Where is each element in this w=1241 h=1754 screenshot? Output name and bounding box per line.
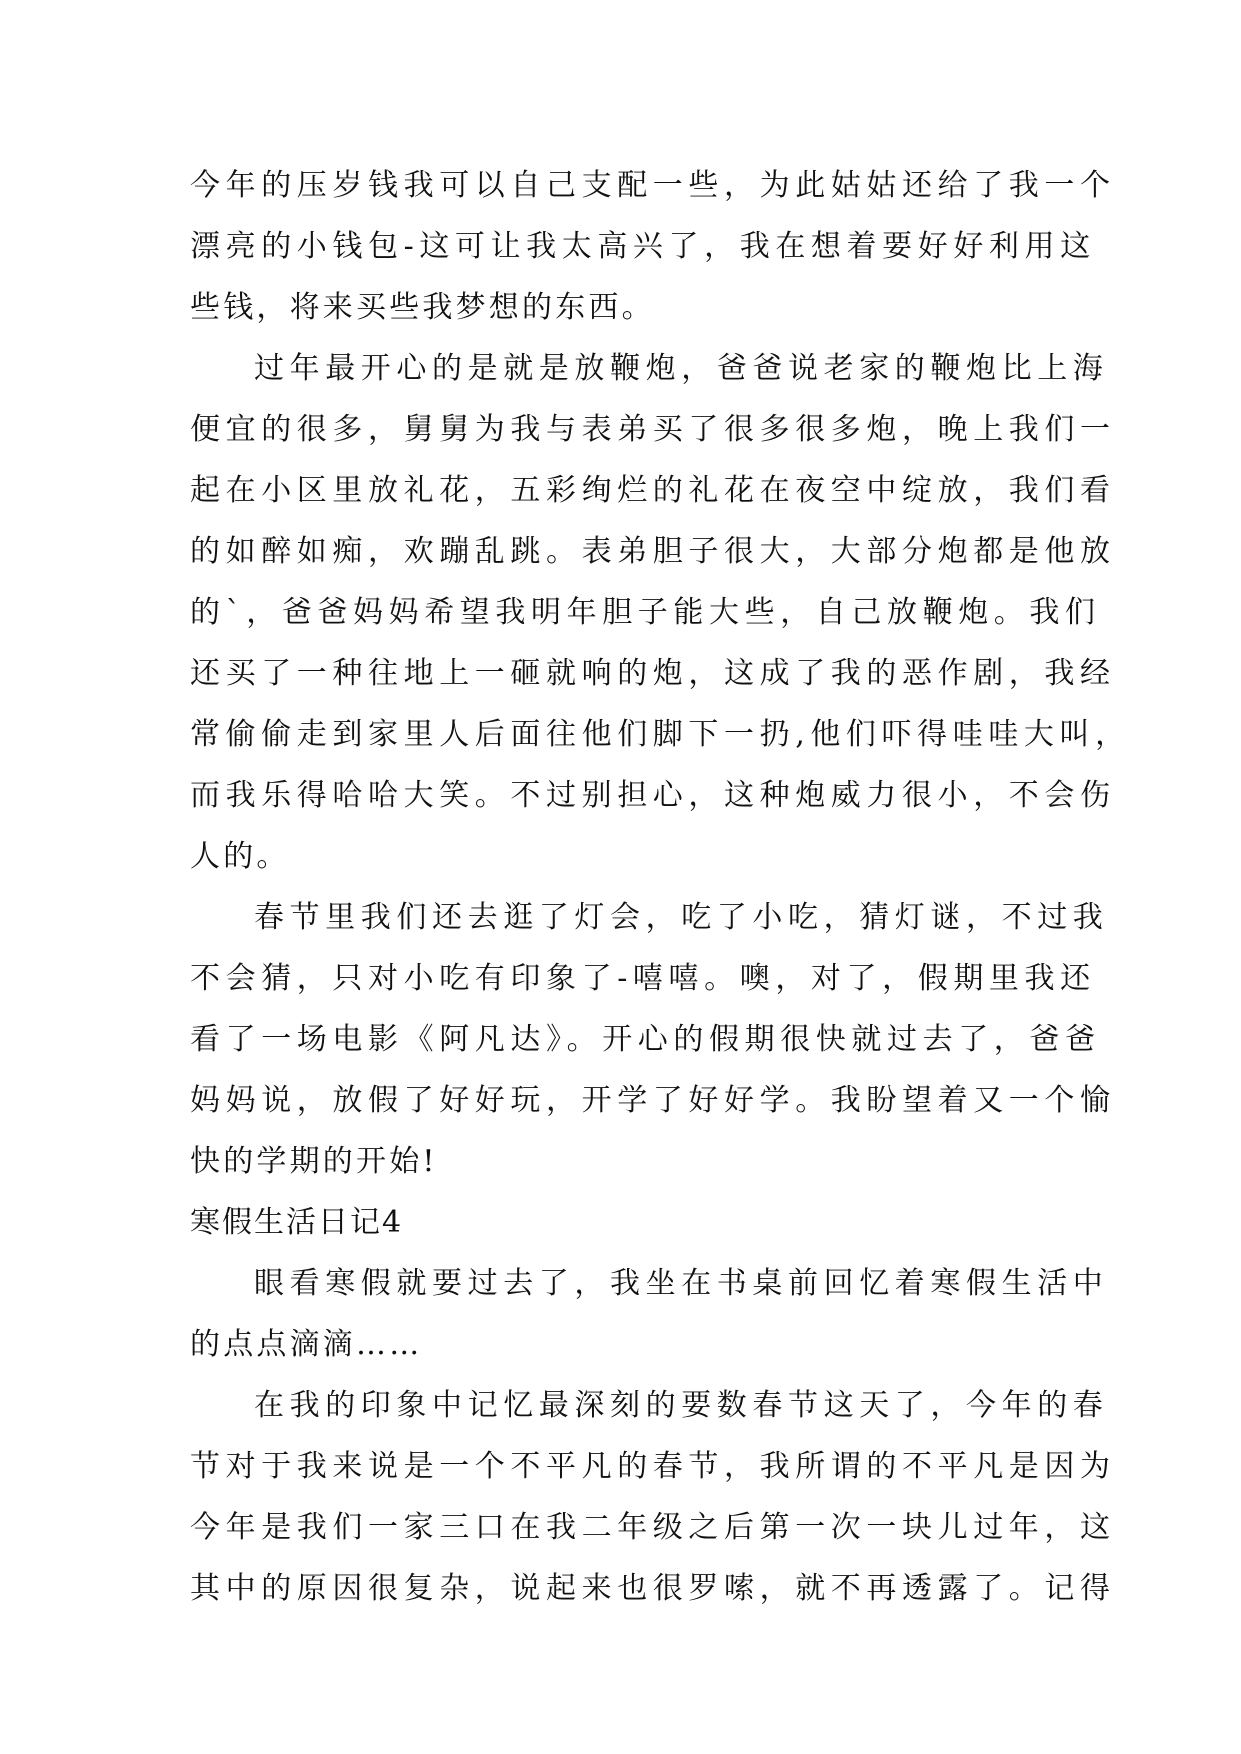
text-line: 在我的印象中记忆最深刻的要数春节这天了，今年的春 bbox=[254, 1388, 1109, 1423]
paragraph bbox=[190, 1253, 1109, 1375]
text-line: 过年最开心的是就是放鞭炮，爸爸说老家的鞭炮比上海 bbox=[254, 351, 1109, 386]
text-line: 节对于我来说是一个不平凡的春节，我所谓的不平凡是因为 bbox=[190, 1449, 1116, 1484]
paragraph bbox=[190, 887, 1116, 1192]
section-heading bbox=[190, 1192, 1050, 1253]
text-line: 的点点滴滴…… bbox=[190, 1327, 423, 1362]
text-line: 的如醉如痴，欢蹦乱跳。表弟胆子很大，大部分炮都是他放 bbox=[190, 534, 1116, 569]
document-body bbox=[190, 155, 1131, 1619]
text-line: 人的。 bbox=[190, 839, 290, 874]
paragraph bbox=[190, 155, 1116, 338]
text-line: 看了一场电影《阿凡达》。开心的假期很快就过去了，爸爸 bbox=[190, 1022, 1101, 1057]
text-line: 春节里我们还去逛了灯会，吃了小吃，猜灯谜，不过我 bbox=[254, 900, 1109, 935]
heading-text: 寒假生活日记4 bbox=[190, 1205, 404, 1240]
text-line: 今年的压岁钱我可以自己支配一些，为此姑姑还给了我一个 bbox=[190, 168, 1116, 203]
paragraph bbox=[190, 338, 1131, 887]
text-line: 常偷偷走到家里人后面往他们脚下一扔,他们吓得哇哇大叫， bbox=[190, 717, 1131, 752]
text-line: 些钱，将来买些我梦想的东西。 bbox=[190, 290, 655, 325]
text-line: 快的学期的开始! bbox=[190, 1144, 438, 1179]
text-line: 起在小区里放礼花，五彩绚烂的礼花在夜空中绽放，我们看 bbox=[190, 473, 1116, 508]
text-line: 今年是我们一家三口在我二年级之后第一次一块儿过年，这 bbox=[190, 1510, 1116, 1545]
paragraph bbox=[190, 1375, 1116, 1619]
text-line: 便宜的很多，舅舅为我与表弟买了很多很多炮，晚上我们一 bbox=[190, 412, 1116, 447]
text-line: 的`，爸爸妈妈希望我明年胆子能大些，自己放鞭炮。我们 bbox=[190, 595, 1101, 630]
text-line: 漂亮的小钱包-这可让我太高兴了，我在想着要好好利用这 bbox=[190, 229, 1096, 264]
text-line: 不会猜，只对小吃有印象了-嘻嘻。噢，对了，假期里我还 bbox=[190, 961, 1096, 996]
text-line: 而我乐得哈哈大笑。不过别担心，这种炮威力很小，不会伤 bbox=[190, 778, 1116, 813]
text-line: 其中的原因很复杂，说起来也很罗嗦，就不再透露了。记得 bbox=[190, 1571, 1116, 1606]
text-line: 妈妈说，放假了好好玩，开学了好好学。我盼望着又一个愉 bbox=[190, 1083, 1116, 1118]
text-line: 眼看寒假就要过去了，我坐在书桌前回忆着寒假生活中 bbox=[254, 1266, 1109, 1301]
text-line: 还买了一种往地上一砸就响的炮，这成了我的恶作剧，我经 bbox=[190, 656, 1116, 691]
